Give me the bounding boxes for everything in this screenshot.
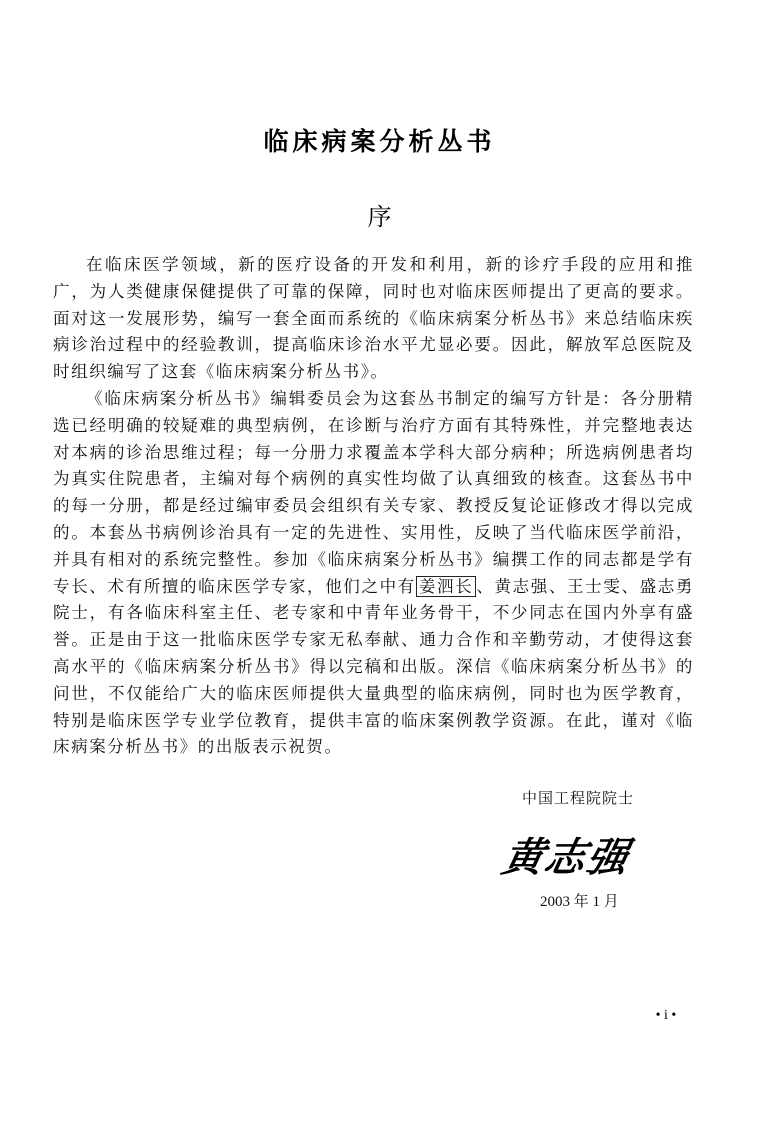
boxed-name-highlight: 姜泗长 [416, 576, 476, 597]
page-number: • i • [655, 1008, 677, 1023]
paragraph-2 [53, 386, 694, 761]
paragraph-2-text-after: 、黄志强、王士雯、盛志勇院士，有各临床科室主任、老专家和中青年业务骨干，不少同志在国内外享有盛誉。正是由于这一批临床医学专家无私奉献、通力合作和辛勤劳动，才使得这套高水平的《临床病案分析丛书》得以完稿和出版。深信《临床病案分析丛书》的问世，不仅能给广大的临床医师提供大量典型的临床病例，同时也为医学教育，特别是临床医学专业学位教育，提供丰富的临床案例教学资源。在此，谨对《临床病案分析丛书》的出版表示祝贺。 [53, 576, 694, 757]
signature-date: 2003 年 1 月 [540, 894, 619, 910]
paragraph-1: 在临床医学领域，新的医疗设备的开发和利用，新的诊疗手段的应用和推广，为人类健康保健提供了可靠的保障，同时也对临床医师提出了更高的要求。面对这一发展形势，编写一套全面而系统的《临床病案分析丛书》来总结临床疾病诊治过程中的经验教训，提高临床诊治水平尤显必要。因此，解放军总医院及时组织编写了这套《临床病案分析丛书》。 [53, 255, 694, 382]
handwritten-signature: 黄志强 [498, 834, 635, 881]
author-affiliation: 中国工程院院士 [522, 789, 635, 807]
series-title: 临床病案分析丛书 [263, 127, 496, 156]
preface-body [53, 252, 694, 761]
preface-title: 序 [367, 203, 392, 231]
paragraph-2-text-before: 《临床病案分析丛书》编辑委员会为这套丛书制定的编写方针是：各分册精选已经明确的较疑难的典型病例，在诊断与治疗方面有其特殊性，并完整地表达对本病的诊治思维过程；每一分册力求覆盖本学科大部分病种；所选病例患者均为真实住院患者，主编对每个病例的真实性均做了认真细致的核查。这套丛书中的每一分册，都是经过编审委员会组织有关专家、教授反复论证修改才得以完成的。本套丛书病例诊治具有一定的先进性、实用性，反映了当代临床医学前沿，并具有相对的系统完整性。参加《临床病案分析丛书》编撰工作的同志都是学有专长、术有所擅的临床医学专家，他们之中有 [53, 388, 694, 596]
